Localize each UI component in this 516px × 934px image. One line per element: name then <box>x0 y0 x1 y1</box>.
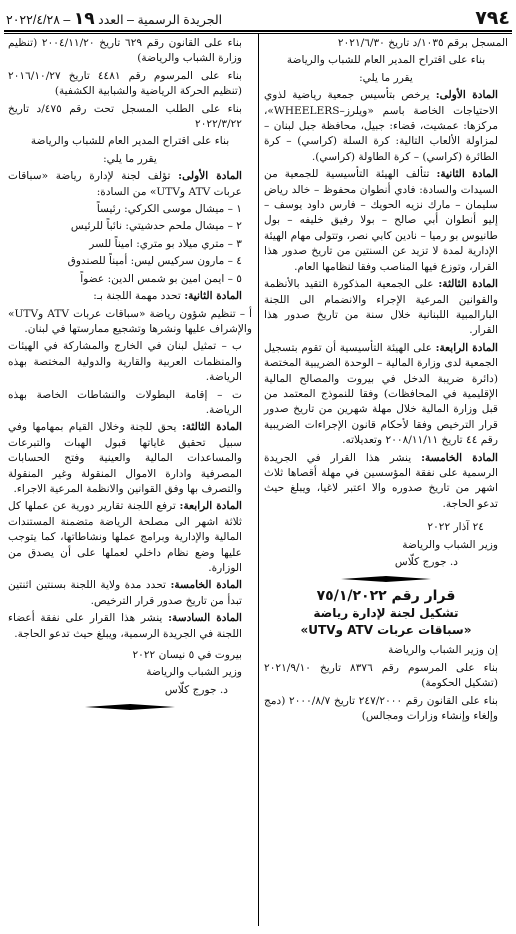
decision-title: تشكيل لجنة لإدارة رياضة <box>313 606 459 621</box>
article-2: المادة الثانية: تحدد مهمة اللجنة بـ: <box>93 290 242 303</box>
minister-signature: د. جورج كلّاس <box>394 556 458 568</box>
member-5: ٥ – ايمن امين بو شمس الدين: عضواً <box>80 272 242 285</box>
section-separator <box>341 576 431 582</box>
left-column <box>8 36 252 716</box>
article-6: المادة السادسة: ينشر هذا القرار على نفقة أعضاء اللجنة في الجريدة الرسمية، ويبلغ حيث تدعو الحاجة. <box>8 612 242 640</box>
member-2: ٢ – ميشال ملحم حدشيتي: نائباً للرئيس <box>70 220 242 233</box>
preamble-request: بناء على الطلب المسجل تحت رقم ٤٧٥/د تاريخ ٢٠٢٢/٣/٢٢ <box>8 102 243 131</box>
end-separator <box>85 704 175 710</box>
article-4: المادة الرابعة: ترفع اللجنة تقارير دورية عن عملها كل ثلاثة اشهر الى مصلحة الرياضة متضمنة المستندات المالية والإدارية وبرامج عملها ونشاطاتها، كما يتوجب عليها وضع نظام داخلي لعملها على أن يصدق من الوزارة. <box>8 500 242 574</box>
preamble-law: بناء على القانون رقم ٦٢٩ تاريخ ٢٠٠٤/١١/٢٠ (تنظيم وزارة الشباب والرياضة) <box>8 37 242 65</box>
article-1: المادة الأولى: تؤلف لجنة لإدارة رياضة «سباقات عربات ATV وUTV» من السادة: <box>8 170 242 198</box>
proposal-line: بناء على اقتراح المدير العام للشباب والرياضة <box>286 54 486 67</box>
article-1: المادة الأولى: يرخص بتأسيس جمعية رياضية لذوي الاحتياجات الخاصة باسم «ويلرز–WHEELERS»، مركزها: عمشيت، قضاء: جبيل، محافظة جبل لبنان – لمزاولة الألعاب التالية: كرة السلة (كراسي) – كرة الطائرة (كراسي) – كرة الطاولة (كراسي). <box>264 89 498 163</box>
article-2: المادة الثانية: تتألف الهيئة التأسيسية للجمعية من السيدات والسادة: فادي أنطوان محفوظ – خالد رياض سليمان – مارك نزيه الحويك – فارس داود يوسف – إليو أنطوان أبي صالح – بولا رفيق خليفه – بول طانيوس بو رميا – نادين كابي نصر، وتتولى مهام الهيئة الإدارية لمدة لا تزيد عن السنتين من تاريخ صدور هذا القرار، وتوزع فيها المناصب وفقا لنظامها العام. <box>264 168 498 273</box>
preamble-2: بناء على المرسوم رقم ٨٣٧٦ تاريخ ٢٠٢١/٩/١٠ (تشكيل الحكومة) <box>264 661 498 690</box>
right-column <box>264 36 508 726</box>
decides-line: يقرر ما يلي: <box>103 152 157 165</box>
member-4: ٤ – مارون سركيس ليس: أميناً للصندوق <box>67 255 242 268</box>
decision-subtitle: «سباقات عربات ATV وUTV» <box>300 623 472 638</box>
article-4: المادة الرابعة: على الهيئة التأسيسية أن تقوم بتسجيل الجمعية لدى وزارة المالية – الوحدة الضريبية المختصة (دائرة ضريبة الدخل في بيروت والمصالح المالية الإقليمية في المحافظات) وفقا للنموذج المعتمد من قبل وزارة المالية خلال مهلة شهرين من تاريخ صدور قرار الترخيص وفقا لأحكام قانون الإجراءات الضريبية رقم ٤٤ تاريخ ٢٠٠٨/١١/١١ وتعديلاته. <box>264 341 498 447</box>
minister-signature: د. جورج كلّاس <box>164 683 228 696</box>
gazette-name: الجريدة الرسمية – العدد <box>98 13 223 27</box>
article-5: المادة الخامسة: ينشر هذا القرار في الجريدة الرسمية على نفقة المؤسسين في مهلة أقصاها ثلاث اشهر من تاريخ صدوره والا اعتبر لاغيا، ويبلغ حيث تدعو الحاجة. <box>264 451 498 510</box>
minister-title: وزير الشباب والرياضة <box>146 666 242 679</box>
decision-heading <box>264 588 508 639</box>
article-3: المادة الثالثة: يحق للجنة وخلال القيام بمهامها وفي سبيل تحقيق غاياتها قبول الهبات والتبرعات والمساعدات المالية والعينية وفتح الحسابات المصرفية وادارة الاموال المنقولة وغير المنقولة والتصرف بها وفق القوانين والانظمة المرعية الاجراء. <box>8 421 242 495</box>
header-rule <box>4 30 512 32</box>
decides-line: يقرر ما يلي: <box>359 71 413 84</box>
issue-number: ١٩ <box>73 9 95 29</box>
signing-date: ٢٤ آذار ٢٠٢٢ <box>427 521 484 534</box>
task-b: ب – تمثيل لبنان في الخارج والمشاركة في الهيئات والمنظمات العربية والقارية والدولية المختصة بهذه الرياضة. <box>8 340 242 384</box>
header-title <box>6 11 222 28</box>
header-date: – ٢٠٢٢/٤/٢٨ <box>6 13 71 27</box>
minister-title: وزير الشباب والرياضة <box>402 538 498 551</box>
member-3: ٣ – متري ميلاد بو متري: اميناً للسر <box>89 237 242 250</box>
task-a: أ – تنظيم شؤون رياضة «سباقات عربات ATV وUTV» والإشراف عليها ونشرها وتشجيع ممارستها في لبنان. <box>8 307 252 335</box>
column-divider <box>258 34 259 926</box>
page-header <box>6 6 510 28</box>
proposal-line: بناء على اقتراح المدير العام للشباب والرياضة <box>30 135 230 148</box>
task-c: ت – إقامة البطولات والنشاطات الخاصة بهذه الرياضة. <box>8 388 242 416</box>
preamble-3: بناء على القانون رقم ٢٤٧/٢٠٠٠ تاريخ ٢٠٠٠/٨/٧ (دمج وإلغاء وإنشاء وزارات ومجالس) <box>264 694 498 723</box>
preamble-decree: بناء على المرسوم رقم ٤٤٨١ تاريخ ٢٠١٦/١٠/٢٧ (تنظيم الحركة الرياضية والشبابية الكشفية) <box>8 69 242 98</box>
decision-number: قرار رقم ٧٥/١/٢٠٢٢ <box>316 588 456 605</box>
preamble-1: إن وزير الشباب والرياضة <box>388 644 498 657</box>
article-3: المادة الثالثة: على الجمعية المذكورة التقيد بالأنظمة والقوانين المرعية الإجراء والانضمام الى اللجنة البارالمبية اللبنانية خلال سنة من تاريخ صدور هذا القرار. <box>264 278 498 337</box>
page-number: ٧٩٤ <box>475 7 510 29</box>
registration-line: المسجل برقم ١٠٣٥/د تاريخ ٢٠٢١/٦/٣٠ <box>337 37 508 49</box>
member-1: ١ – ميشال موسى الكركي: رئيساً <box>96 203 242 216</box>
signing-date: بيروت في ٥ نيسان ٢٠٢٢ <box>132 649 242 662</box>
article-5: المادة الخامسة: تحدد مدة ولاية اللجنة بسنتين اثنتين تبدأ من تاريخ صدور قرار الترخيص. <box>8 579 243 607</box>
